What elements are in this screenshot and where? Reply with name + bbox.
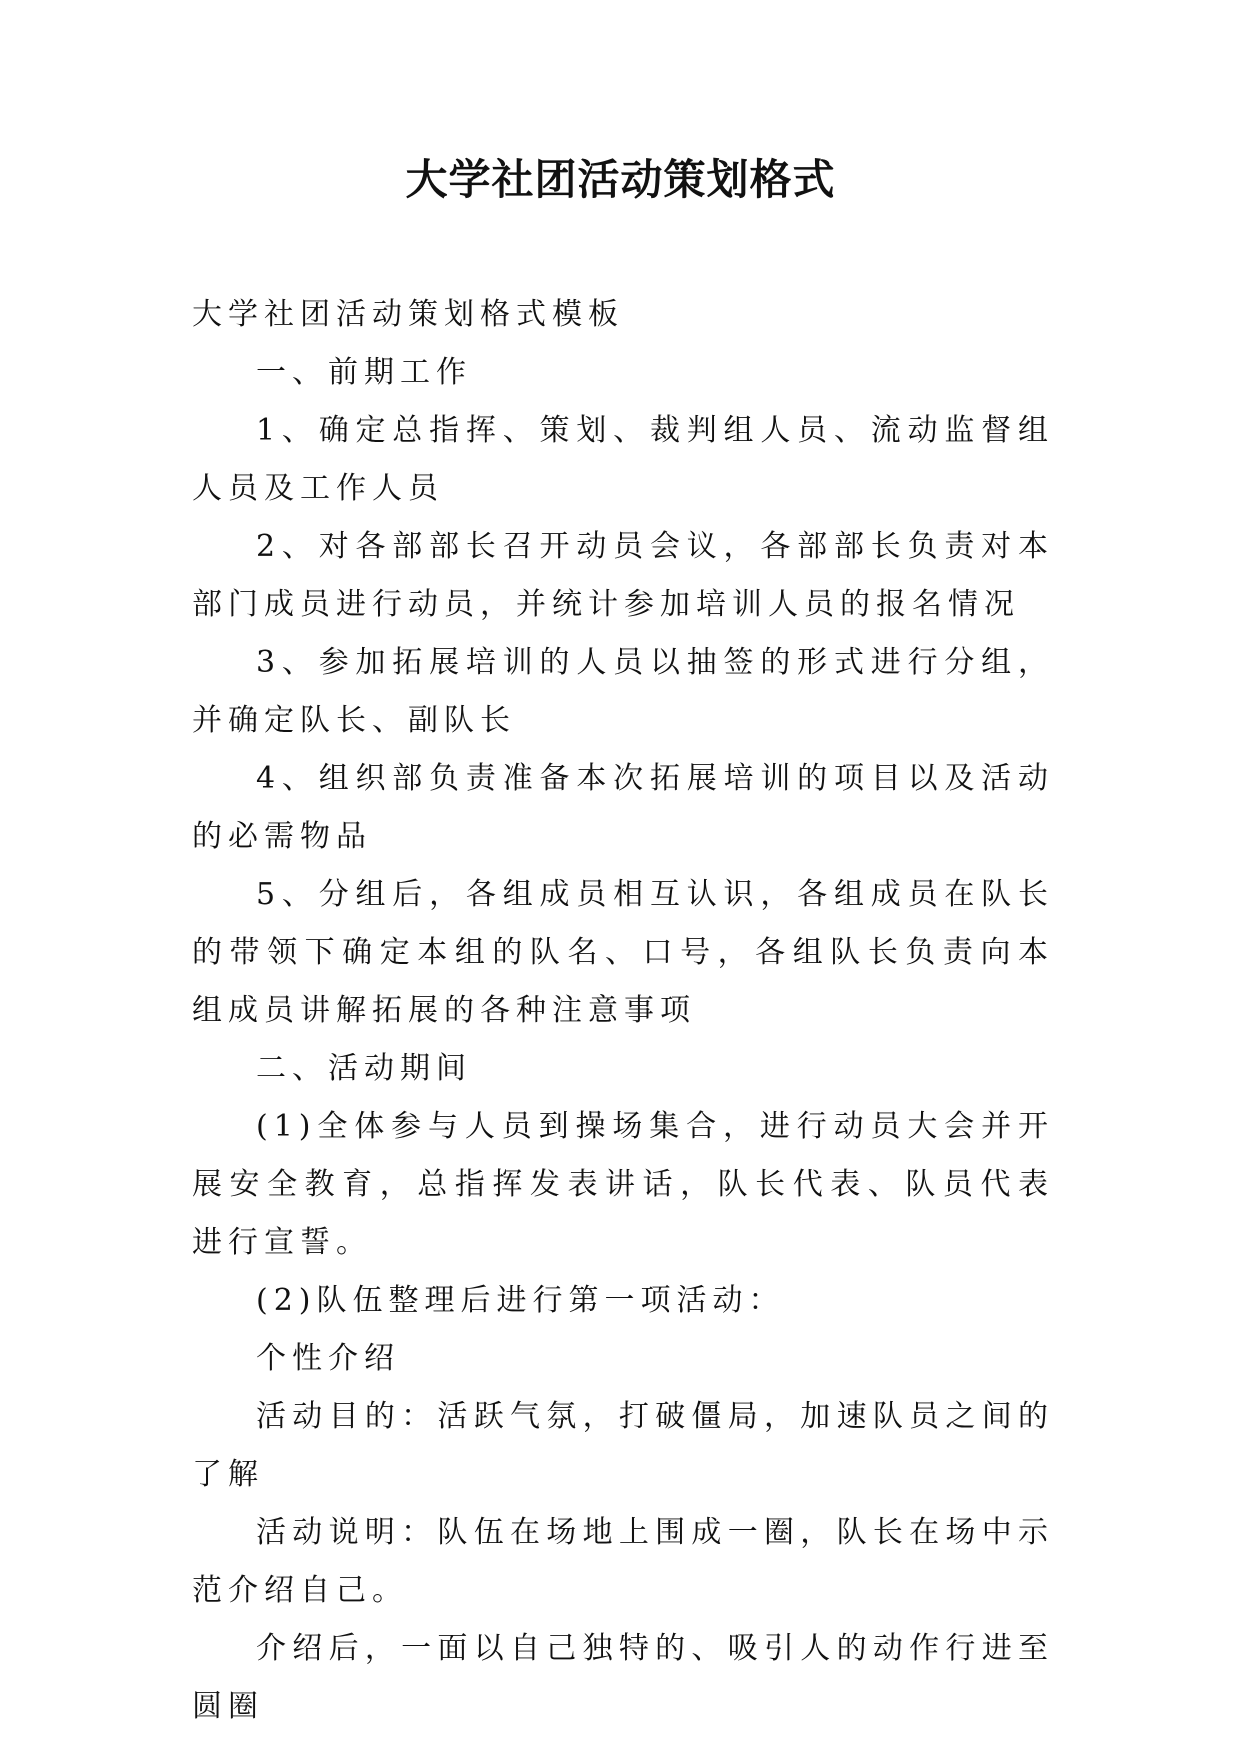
document-body	[192, 286, 1054, 1736]
paragraph-step-2: (2)队伍整理后进行第一项活动：	[256, 1283, 785, 1318]
activity-purpose: 活动目的：活跃气氛，打破僵局，加速队员之间的了解	[192, 1399, 1054, 1492]
section-heading-activity: 二、活动期间	[256, 1051, 472, 1086]
paragraph-subtitle: 大学社团活动策划格式模板	[192, 297, 624, 332]
paragraph-item-4: 4、组织部负责准备本次拓展培训的项目以及活动的必需物品	[192, 761, 1054, 854]
paragraph-step-1: (1)全体参与人员到操场集合，进行动员大会并开展安全教育，总指挥发表讲话，队长代表、队员代表进行宣誓。	[192, 1109, 1054, 1260]
document-title: 大学社团活动策划格式	[405, 155, 836, 204]
paragraph-item-2: 2、对各部部长召开动员会议，各部部长负责对本部门成员进行动员，并统计参加培训人员的报名情况	[192, 529, 1054, 622]
activity-name: 个性介绍	[256, 1341, 400, 1376]
paragraph-item-3: 3、参加拓展培训的人员以抽签的形式进行分组，并确定队长、副队长	[192, 645, 1054, 738]
activity-continued: 介绍后，一面以自己独特的、吸引人的动作行进至圆圈	[192, 1631, 1054, 1724]
activity-description: 活动说明：队伍在场地上围成一圈，队长在场中示范介绍自己。	[192, 1515, 1054, 1608]
paragraph-item-5: 5、分组后，各组成员相互认识，各组成员在队长的带领下确定本组的队名、口号，各组队长负责向本组成员讲解拓展的各种注意事项	[192, 877, 1054, 1028]
paragraph-item-1: 1、确定总指挥、策划、裁判组人员、流动监督组人员及工作人员	[192, 413, 1054, 506]
section-heading-preparation: 一、前期工作	[256, 355, 472, 390]
